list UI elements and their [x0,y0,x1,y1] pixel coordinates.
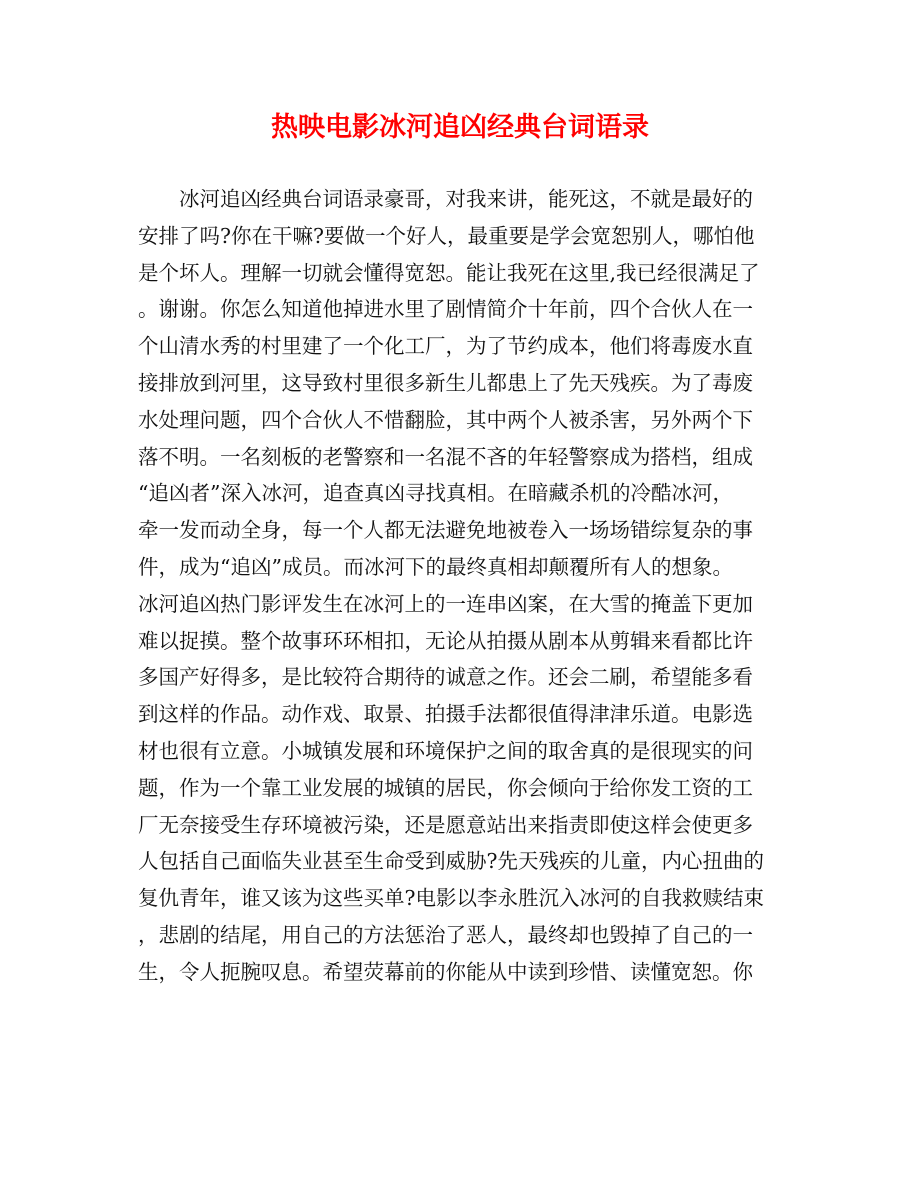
body-line: 生，令人扼腕叹息。希望荧幕前的你能从中读到珍惜、读懂宽恕。你 [138,959,753,984]
body-line: 安排了吗?你在干嘛?要做一个好人，最重要是学会宽恕别人，哪怕他 [138,223,755,248]
body-line: 件，成为“追凶”成员。而冰河下的最终真相却颠覆所有人的想象。 [138,554,733,579]
body-line: 牵一发而动全身，每一个人都无法避免地被卷入一场场错综复杂的事 [138,518,753,543]
body-line: 人包括自己面临失业甚至生命受到威胁?先天残疾的儿童，内心扭曲的 [138,849,764,874]
body-line: 到这样的作品。动作戏、取景、拍摄手法都很值得津津乐道。电影选 [138,702,753,727]
body-line: 题，作为一个靠工业发展的城镇的居民，你会倾向于给你发工资的工 [138,775,753,800]
body-line: 难以捉摸。整个故事环环相扣，无论从拍摄从剧本从剪辑来看都比许 [138,628,753,653]
document-body [138,181,788,991]
body-line: 冰河追凶热门影评发生在冰河上的一连串凶案，在大雪的掩盖下更加 [138,591,753,616]
body-line: 冰河追凶经典台词语录豪哥，对我来讲，能死这，不就是最好的 [179,187,753,211]
body-line: 厂无奈接受生存环境被污染，还是愿意站出来指责即使这样会使更多 [138,812,753,837]
body-line: 多国产好得多，是比较符合期待的诚意之作。还会二刷，希望能多看 [138,665,753,690]
body-line: 个山清水秀的村里建了一个化工厂，为了节约成本，他们将毒废水直 [138,334,753,359]
body-line: 材也很有立意。小城镇发展和环境保护之间的取舍真的是很现实的问 [138,738,753,763]
body-line: 接排放到河里，这导致村里很多新生儿都患上了先天残疾。为了毒废 [138,370,753,395]
body-line: 是个坏人。理解一切就会懂得宽恕。能让我死在这里,我已经很满足了 [138,260,760,285]
body-line: ，悲剧的结尾，用自己的方法惩治了恶人，最终却也毁掉了自己的一 [138,922,753,947]
body-line: 。谢谢。你怎么知道他掉进水里了剧情简介十年前，四个合伙人在一 [138,297,753,322]
body-line: “追凶者”深入冰河，追查真凶寻找真相。在暗藏杀机的冷酷冰河， [138,481,733,506]
document-title: 热映电影冰河追凶经典台词语录 [271,112,649,143]
body-line: 水处理问题，四个合伙人不惜翻脸，其中两个人被杀害，另外两个下 [138,407,753,432]
body-line: 落不明。一名刻板的老警察和一名混不吝的年轻警察成为搭档，组成 [138,444,753,469]
body-line: 复仇青年，谁又该为这些买单?电影以李永胜沉入冰河的自我救赎结束 [138,886,764,911]
